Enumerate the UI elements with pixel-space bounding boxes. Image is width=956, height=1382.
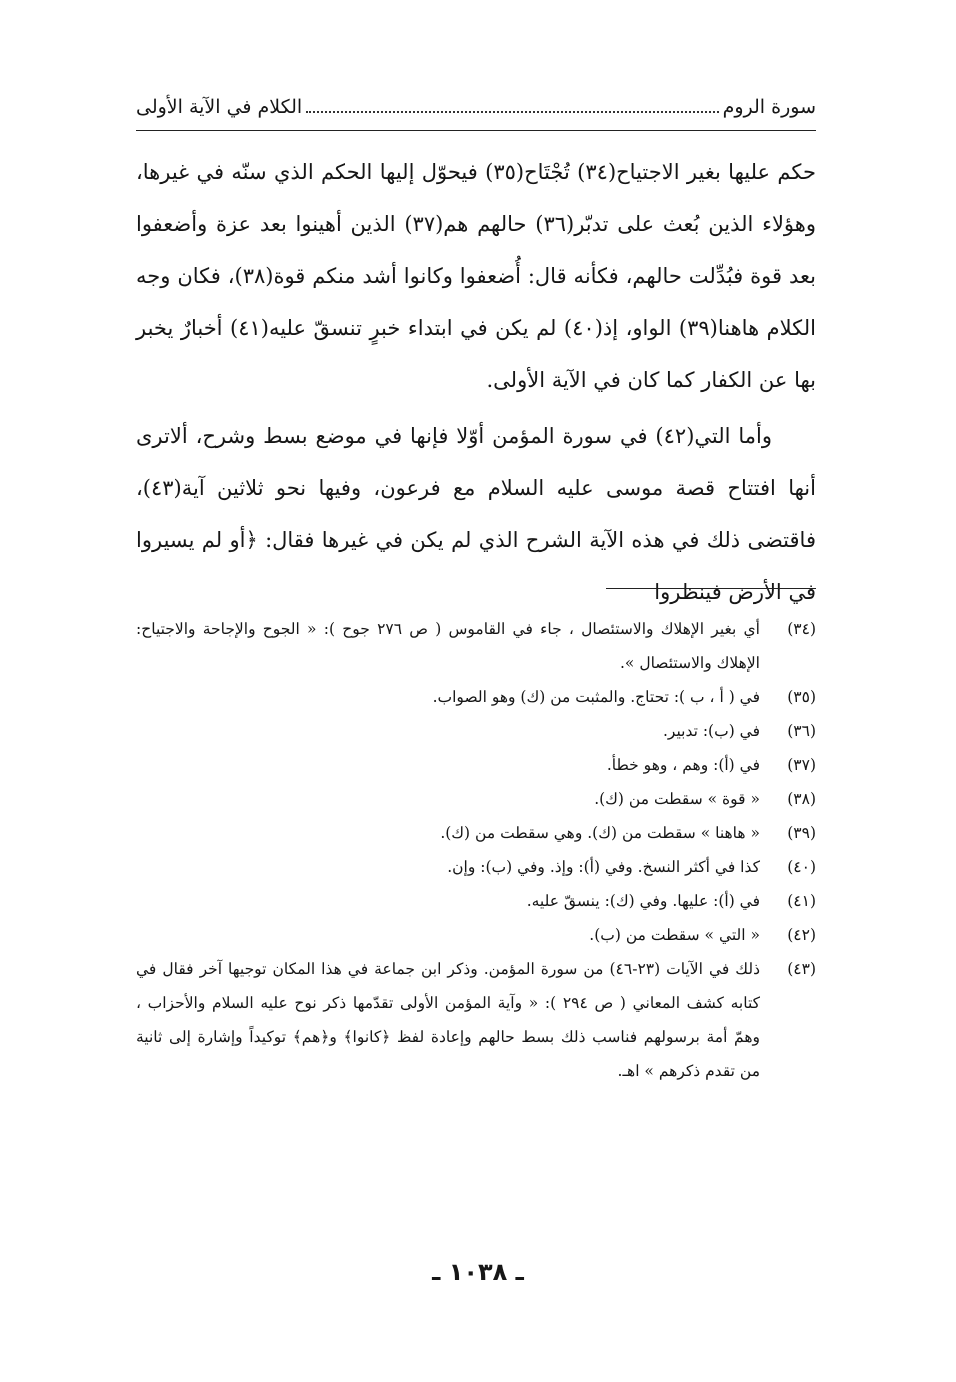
section-title: الكلام في الآية الأولى bbox=[136, 96, 303, 118]
footnote-40 bbox=[136, 850, 816, 884]
footnote-38 bbox=[136, 782, 816, 816]
header-leader-dots bbox=[306, 111, 718, 113]
footnote-43 bbox=[136, 952, 816, 1088]
page-number: ـ ١٠٣٨ ـ bbox=[432, 1258, 524, 1286]
footnote-text: ذلك في الآيات (٢٣-٤٦) من سورة المؤمن. وذكر ابن جماعة في هذا المكان توجيها آخر فقال في كتابه كشف المعاني ( ص ٢٩٤ ): « وآية المؤمن الأولى تقدّمها ذكر نوح عليه السلام والأحزاب ، وهمّ أمة برسولهم فناسب ذلك بسط حالهم وإعادة لفظ ﴿كانوا﴾ و﴿هم﴾ توكيداً وإشارة إلى ثانية من تقدم ذكرهم » اهـ. bbox=[136, 960, 760, 1080]
main-text bbox=[136, 146, 816, 618]
footnote-36 bbox=[136, 714, 816, 748]
footnote-42 bbox=[136, 918, 816, 952]
paragraph-2: وأما التي(٤٢) في سورة المؤمن أوّلا فإنها في موضع بسط وشرح، ألاترى أنها افتتاح قصة موسى عليه السلام مع فرعون، وفيها نحو ثلاثين آية(٤٣)، فاقتضى ذلك في هذه الآية الشرح الذي لم يكن في غيرها فقال: ﴿أو لم يسيروا في الأرض فينظروا bbox=[136, 424, 816, 604]
footnote-text: كذا في أكثر النسخ. وفي (أ): وإذ. وفي (ب): وإن. bbox=[447, 858, 760, 876]
footnote-41 bbox=[136, 884, 816, 918]
footnote-text: « التي » سقطت من (ب). bbox=[589, 926, 760, 944]
footnote-text: أي بغير الإهلاك والاستئصال ، جاء في القاموس ( ص ٢٧٦ جوح ): « الجوح والإجاحة والاجتياح: الإهلاك والاستئصال ». bbox=[136, 620, 760, 672]
surah-title: سورة الروم bbox=[722, 96, 816, 118]
running-header bbox=[136, 92, 816, 122]
footnote-34 bbox=[136, 612, 816, 680]
footnotes bbox=[136, 612, 816, 1088]
header-rule bbox=[136, 130, 816, 131]
footnote-text: « قوة » سقطت من (ك). bbox=[594, 790, 760, 808]
footnote-number: (٣٧) bbox=[787, 756, 816, 774]
footnote-text: في (ب): تدبير. bbox=[662, 722, 760, 740]
footnote-text: في ( أ ، ب ): تحتاج. والمثبت من (ك) وهو الصواب. bbox=[432, 688, 760, 706]
footnote-number: (٤١) bbox=[787, 892, 816, 910]
footnote-number: (٣٥) bbox=[787, 688, 816, 706]
footnote-text: في (أ): وهم ، وهو خطأ. bbox=[606, 756, 760, 774]
footnote-39 bbox=[136, 816, 816, 850]
footnote-text: « هاهنا » سقطت من (ك). وهي سقطت من (ك). bbox=[440, 824, 760, 842]
footnote-number: (٣٤) bbox=[787, 620, 816, 638]
footnote-37 bbox=[136, 748, 816, 782]
paragraph-1: حكم عليها بغير الاجتياح(٣٤) تُجْتَاح(٣٥) فيحوّل إليها الحكم الذي سنّه في غيرها، وهؤلاء الذين بُعث على تدبّر(٣٦) حالهم هم(٣٧) الذين أهينوا بعد عزة وأضعفوا بعد قوة فبُدِّلت حالهم، فكأنه قال: أُضعفوا وكانوا أشد منكم قوة(٣٨)، فكان وجه الكلام هاهنا(٣٩) الواو، إذ(٤٠) لم يكن في ابتداء خبرٍ تنسقّ عليه(٤١) أخبارٌ يخبر بها عن الكفار كما كان في الآية الأولى. bbox=[136, 160, 817, 392]
footnote-number: (٣٩) bbox=[787, 824, 816, 842]
footnotes-separator bbox=[606, 588, 816, 589]
footnote-35 bbox=[136, 680, 816, 714]
footnote-number: (٤٣) bbox=[787, 960, 816, 978]
footnote-number: (٤٢) bbox=[787, 926, 816, 944]
footnote-number: (٣٦) bbox=[787, 722, 816, 740]
footnote-number: (٤٠) bbox=[787, 858, 816, 876]
footnote-text: في (أ): عليها. وفي (ك): ينسقّ عليه. bbox=[526, 892, 760, 910]
footnote-number: (٣٨) bbox=[787, 790, 816, 808]
